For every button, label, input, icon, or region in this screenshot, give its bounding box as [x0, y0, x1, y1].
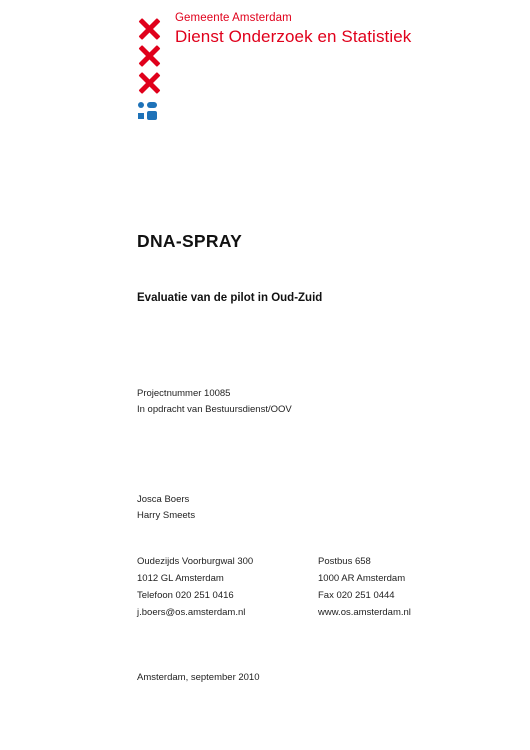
fax-number: Fax 020 251 0444	[318, 590, 395, 601]
department-name: Dienst Onderzoek en Statistiek	[175, 27, 412, 46]
amsterdam-crosses	[138, 18, 162, 99]
address-street: Oudezijds Voorburgwal 300	[137, 556, 254, 567]
website-link: www.os.amsterdam.nl	[318, 607, 411, 618]
os-emblem-icon	[138, 100, 160, 122]
phone-number: Telefoon 020 251 0416	[137, 590, 234, 601]
report-subtitle: Evaluatie van de pilot in Oud-Zuid	[137, 292, 323, 304]
postbox: Postbus 658	[318, 556, 371, 567]
x-cross-icon	[138, 45, 160, 67]
report-title: DNA-SPRAY	[137, 231, 243, 251]
x-cross-icon	[138, 18, 160, 40]
org-name: Gemeente Amsterdam	[175, 12, 292, 24]
project-number: Projectnummer 10085	[137, 388, 231, 399]
email-address: j.boers@os.amsterdam.nl	[137, 607, 246, 618]
author-name: Josca Boers	[137, 494, 190, 505]
place-date: Amsterdam, september 2010	[137, 672, 260, 683]
address-city: 1012 GL Amsterdam	[137, 573, 224, 584]
author-name: Harry Smeets	[137, 510, 196, 521]
commission-line: In opdracht van Bestuursdienst/OOV	[137, 404, 292, 415]
postbox-city: 1000 AR Amsterdam	[318, 573, 406, 584]
x-cross-icon	[138, 72, 160, 94]
